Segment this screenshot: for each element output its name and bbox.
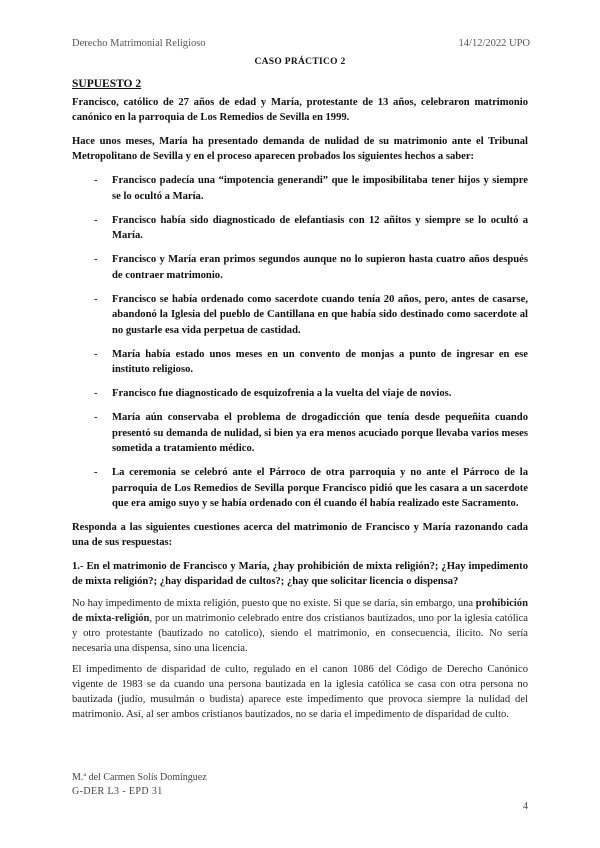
fact-text: Francisco padecía una “impotencia generandi” que le imposibilitaba tener hijos y siempre se lo ocultó a María. <box>112 175 528 202</box>
fact-item <box>72 347 528 378</box>
answer-1-part-2: , por un matrimonio celebrado entre dos cristianos bautizados, uno por la iglesia católica y otro protestante (bautizado no catolico), siendo el matrimonio, en consecuencia, ilicito. No sería necesaria una dispensa, sino una licencia. <box>72 613 528 654</box>
section-heading: SUPUESTO 2 <box>72 78 142 90</box>
header-right: 14/12/2022 UPO <box>458 38 530 49</box>
bullet-dash: - <box>94 467 98 478</box>
footer-code: G-DER L3 - EPD 31 <box>72 786 163 797</box>
fact-text: Francisco se había ordenado como sacerdote cuando tenía 20 años, pero, antes de casarse, abandonó la Iglesia del pueblo de Cantillana en que había sido destinado como sacerdote al no gustarle esa vida perpetua de castidad. <box>112 293 528 336</box>
fact-item <box>72 213 528 244</box>
bullet-dash: - <box>94 388 98 399</box>
page-title: CASO PRÁCTICO 2 <box>254 57 346 67</box>
bullet-dash: - <box>94 254 98 265</box>
answer-2: El impedimento de disparidad de culto, regulado en el canon 1086 del Código de Derecho Canónico vigente de 1983 se da cuando una persona bautizada en la iglesia católica se casa con otra persona no bautizada (judío, musulmán o budista) aparece este impedimento que provoca siempre la nulidad del matrimonio. Así, al ser ambos cristianos bautizados, no se daría el impedimento de disparidad de culto. <box>72 664 528 720</box>
bullet-dash: - <box>94 348 98 360</box>
fact-text: Francisco había sido diagnosticado de elefantiasis con 12 añitos y siempre se lo ocultó a María. <box>112 214 528 241</box>
fact-text: La ceremonia se celebró ante el Párroco de otra parroquia y no ante el Párroco de la parroquia de Los Remedios de Sevilla porque Francisco pidió que les casara a un sacerdote que era amigo suyo y se había ordenado con él cuando él había realizado este Sacramento. <box>112 467 528 509</box>
fact-item <box>72 173 528 204</box>
bullet-dash: - <box>94 214 98 226</box>
fact-item <box>72 292 528 339</box>
fact-item <box>72 465 528 512</box>
fact-text: María aún conservaba el problema de drogadicción que tenía desde pequeñita cuando presentó su demanda de nulidad, si bien ya era menos acuciado porque llevaba varios meses sometida a tratamiento médico. <box>112 412 528 454</box>
answer-1 <box>72 596 528 656</box>
question-1: 1.- En el matrimonio de Francisco y María, ¿hay prohibición de mixta religión?; ¿Hay impedimento de mixta religión?; ¿hay disparidad de cultos?; ¿hay que solicitar licencia o dispensa? <box>72 561 528 587</box>
bullet-dash: - <box>94 175 98 186</box>
bullet-dash: - <box>94 293 98 305</box>
footer-author: M.ª del Carmen Solís Domínguez <box>72 772 207 783</box>
fact-text: Francisco fue diagnosticado de esquizofrenia a la vuelta del viaje de novios. <box>112 388 452 399</box>
intro-paragraph-1: Francisco, católico de 27 años de edad y María, protestante de 13 años, celebraron matrimonio canónico en la parroquia de Los Remedios de Sevilla en 1999. <box>72 97 528 123</box>
fact-item <box>72 386 528 402</box>
fact-item <box>72 252 528 283</box>
fact-text: Francisco y María eran primos segundos aunque no lo supieron hasta cuatro años después de contraer matrimonio. <box>112 254 528 281</box>
answer-1-bold: prohibición de mixta-religión <box>72 598 528 624</box>
header-left: Derecho Matrimonial Religioso <box>72 38 206 49</box>
intro-paragraph-2: Hace unos meses, María ha presentado demanda de nulidad de su matrimonio ante el Tribunal Metropolitano de Sevilla y en el proceso aparecen probados los siguientes hechos a saber: <box>72 136 528 162</box>
facts-list <box>72 173 528 512</box>
document-body <box>72 57 528 722</box>
instruction-paragraph: Responda a las siguientes cuestiones acerca del matrimonio de Francisco y María razonando cada una de sus respuestas: <box>72 522 528 548</box>
bullet-dash: - <box>94 412 98 423</box>
fact-item <box>72 410 528 457</box>
answer-1-part-1: No hay impedimento de mixta religión, puesto que no existe. Si que se daría, sin embargo, una <box>72 598 476 609</box>
fact-text: María había estado unos meses en un convento de monjas a punto de ingresar en ese instituto religioso. <box>112 348 528 375</box>
page-number: 4 <box>523 801 528 812</box>
